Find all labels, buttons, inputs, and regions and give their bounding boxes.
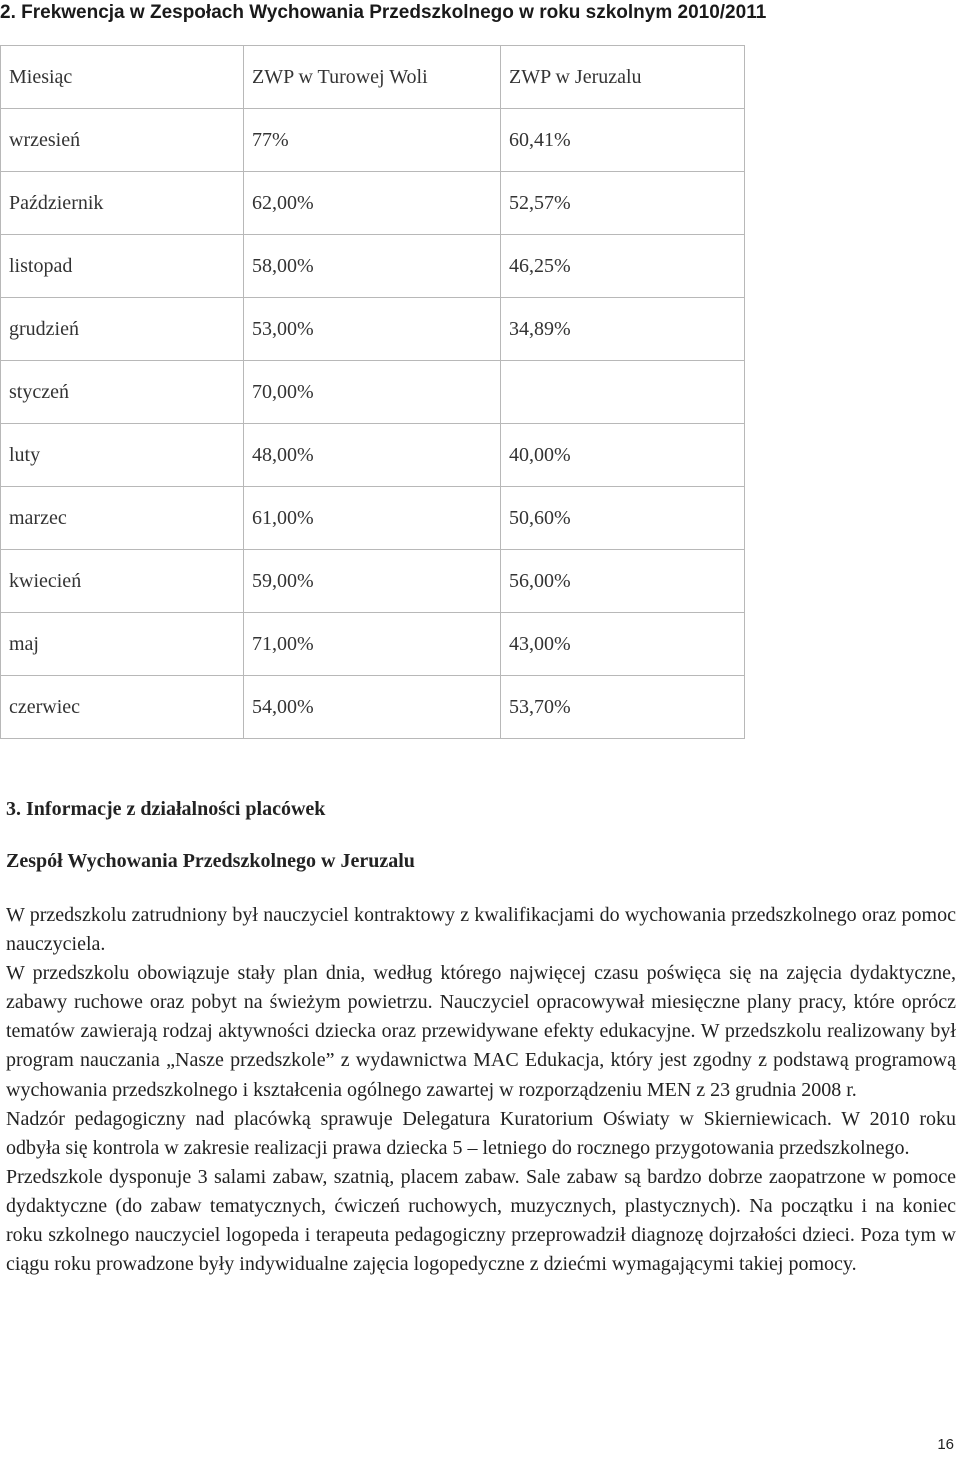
table-row — [1, 172, 745, 235]
month-cell: listopad — [1, 235, 244, 298]
turowa-wola-cell: 53,00% — [244, 298, 501, 361]
month-cell: wrzesień — [1, 109, 244, 172]
attendance-table-body — [1, 46, 745, 739]
turowa-wola-cell: 58,00% — [244, 235, 501, 298]
table-row — [1, 676, 745, 739]
jeruzal-cell: 43,00% — [501, 613, 745, 676]
month-cell: kwiecień — [1, 550, 244, 613]
table-row — [1, 109, 745, 172]
header-zwp-jeruzal: ZWP w Jeruzalu — [501, 46, 745, 109]
attendance-table — [0, 45, 745, 739]
month-cell: Październik — [1, 172, 244, 235]
month-cell: grudzień — [1, 298, 244, 361]
section-title: 3. Informacje z działalności placówek — [6, 798, 326, 820]
jeruzal-cell: 53,70% — [501, 676, 745, 739]
table-header-row — [1, 46, 745, 109]
table-row — [1, 613, 745, 676]
table-row — [1, 487, 745, 550]
jeruzal-cell: 46,25% — [501, 235, 745, 298]
turowa-wola-cell: 54,00% — [244, 676, 501, 739]
turowa-wola-cell: 77% — [244, 109, 501, 172]
paragraph: Przedszkole dysponuje 3 salami zabaw, szatnią, placem zabaw. Sale zabaw są bardzo dobrze zaopatrzone w pomoce dydaktyczne (do zabaw tematycznych, ćwiczeń ruchowych, muzycznych, plastycznych). Na początku i na koniec roku szkolnego nauczyciel logopeda i terapeuta pedagogiczny przeprowadził diagnozę dojrzałości dzieci. Poza tym w ciągu roku prowadzone były indywidualne zajęcia logopedyczne z dziećmi wymagającymi takiej pomocy. — [6, 1165, 956, 1276]
turowa-wola-cell: 70,00% — [244, 361, 501, 424]
jeruzal-cell — [501, 361, 745, 424]
section-body — [6, 901, 956, 1279]
table-row — [1, 361, 745, 424]
jeruzal-cell: 40,00% — [501, 424, 745, 487]
paragraph: W przedszkolu zatrudniony był nauczyciel kontraktowy z kwalifikacjami do wychowania przedszkolnego oraz pomoc nauczyciela. — [6, 904, 956, 956]
page-heading: 2. Frekwencja w Zespołach Wychowania Przedszkolnego w roku szkolnym 2010/2011 — [0, 2, 767, 23]
table-row — [1, 424, 745, 487]
month-cell: maj — [1, 613, 244, 676]
month-cell: styczeń — [1, 361, 244, 424]
month-cell: czerwiec — [1, 676, 244, 739]
jeruzal-cell: 34,89% — [501, 298, 745, 361]
month-cell: marzec — [1, 487, 244, 550]
header-zwp-turowa-wola: ZWP w Turowej Woli — [244, 46, 501, 109]
turowa-wola-cell: 61,00% — [244, 487, 501, 550]
section-subtitle: Zespół Wychowania Przedszkolnego w Jeruzalu — [6, 850, 415, 872]
turowa-wola-cell: 48,00% — [244, 424, 501, 487]
jeruzal-cell: 56,00% — [501, 550, 745, 613]
table-row — [1, 235, 745, 298]
paragraph: Nadzór pedagogiczny nad placówką sprawuje Delegatura Kuratorium Oświaty w Skierniewicach. W 2010 roku odbyła się kontrola w zakresie realizacji prawa dziecka 5 – letniego do rocznego przygotowania przedszkolnego. — [6, 1107, 956, 1159]
jeruzal-cell: 52,57% — [501, 172, 745, 235]
jeruzal-cell: 60,41% — [501, 109, 745, 172]
month-cell: luty — [1, 424, 244, 487]
turowa-wola-cell: 59,00% — [244, 550, 501, 613]
header-month: Miesiąc — [1, 46, 244, 109]
turowa-wola-cell: 71,00% — [244, 613, 501, 676]
table-row — [1, 550, 745, 613]
jeruzal-cell: 50,60% — [501, 487, 745, 550]
table-row — [1, 298, 745, 361]
page-number: 16 — [937, 1436, 954, 1453]
turowa-wola-cell: 62,00% — [244, 172, 501, 235]
paragraph: W przedszkolu obowiązuje stały plan dnia, według którego najwięcej czasu poświęca się na zajęcia dydaktyczne, zabawy ruchowe oraz pobyt na świeżym powietrzu. Nauczyciel opracowywał miesięczne plany pracy, które oprócz tematów zawierają rodzaj aktywności dziecka oraz przewidywane efekty edukacyjne. W przedszkolu realizowany był program nauczania „Nasze przedszkole” z wydawnictwa MAC Edukacja, który jest zgodny z podstawą programową wychowania przedszkolnego i kształcenia ogólnego zawartej w rozporządzeniu MEN z 23 grudnia 2008 r. — [6, 962, 956, 1101]
